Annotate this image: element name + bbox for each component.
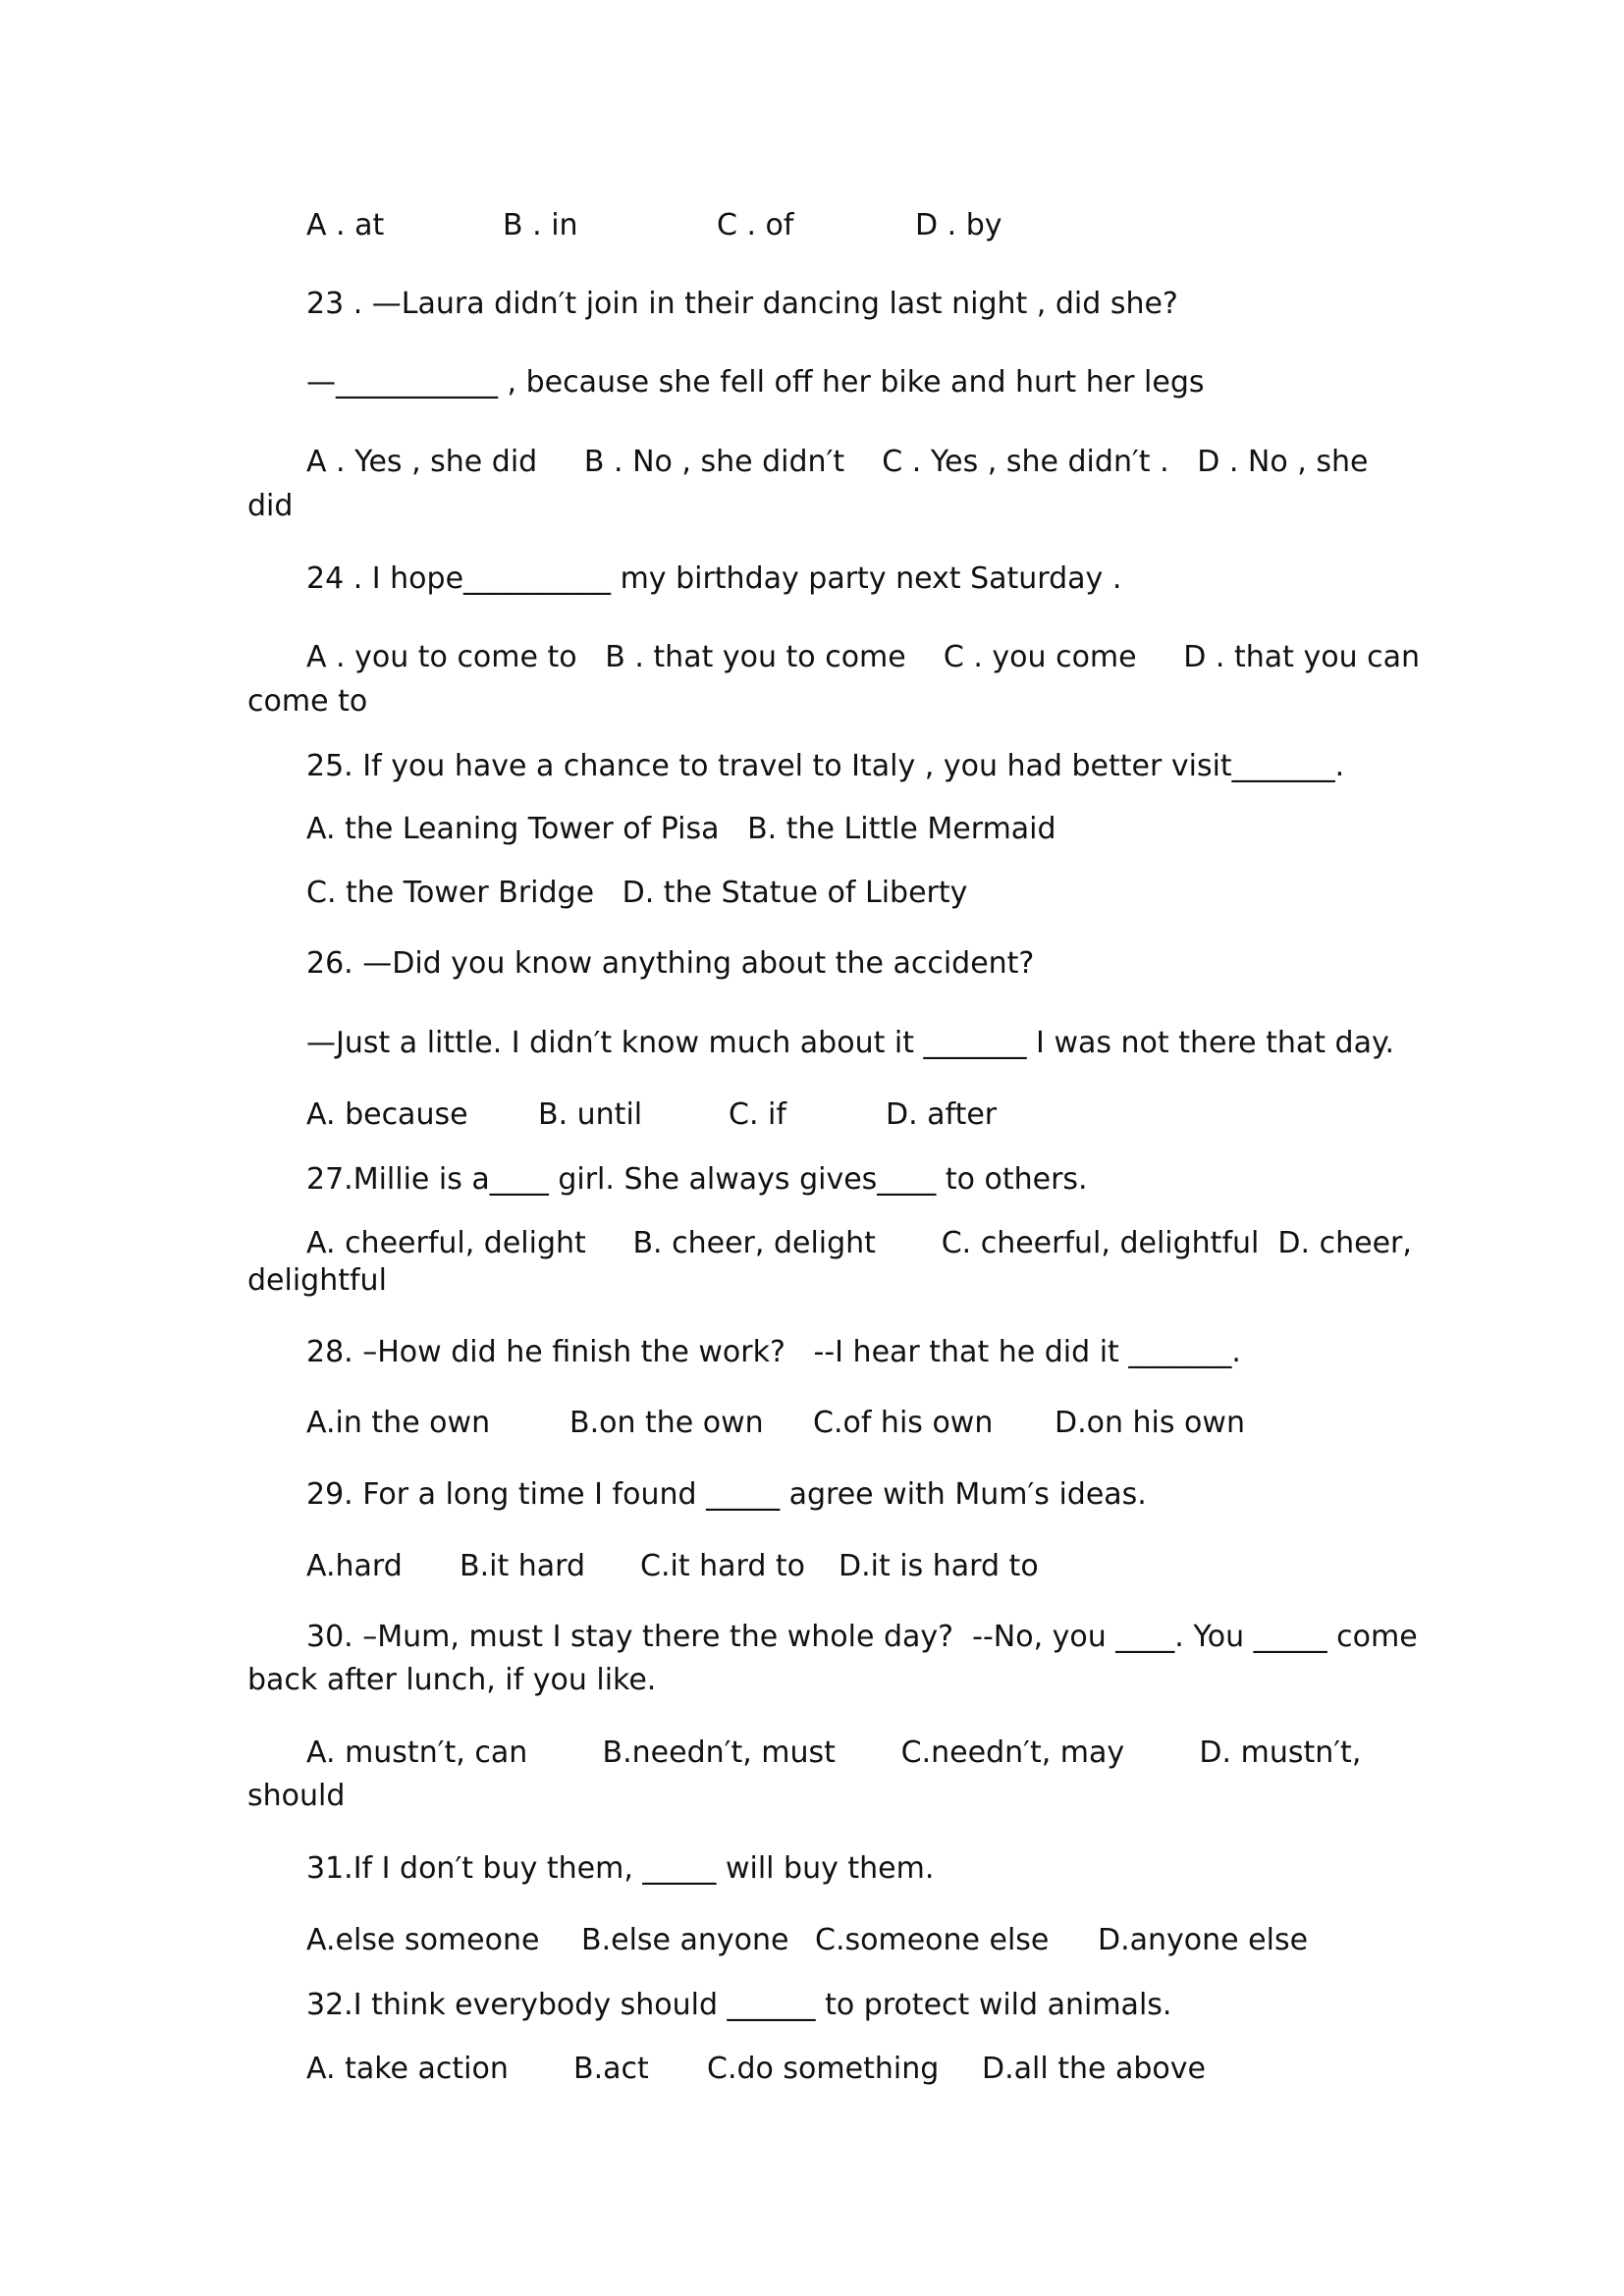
q28-stem: 28. –How did he finish the work? --I hear that he did it _______. [306,1335,1241,1369]
q27-options-line2: delightful [247,1263,387,1298]
q31-stem: 31.If I don′t buy them, _____ will buy them. [306,1851,935,1886]
q32-option-d: D.all the above [982,2052,1206,2086]
q32-option-a: A. take action [306,2052,509,2086]
q27-stem: 27.Millie is a____ girl. She always gives____ to others. [306,1162,1088,1197]
q29-option-c: C.it hard to [640,1549,806,1583]
q26-stem: 26. —Did you know anything about the accident? [306,946,1035,981]
q23-options-line1: A . Yes , she did B . No , she didn′t C . Yes , she didn′t . D . No , she [306,445,1369,479]
q26-reply: —Just a little. I didn′t know much about it _______ I was not there that day. [306,1026,1394,1060]
q25-stem: 25. If you have a chance to travel to Italy , you had better visit_______. [306,749,1345,783]
q28-option-d: D.on his own [1055,1406,1245,1440]
q32-option-c: C.do something [707,2052,940,2086]
q24-options-line2: come to [247,684,368,719]
q32-stem: 32.I think everybody should ______ to protect wild animals. [306,1988,1172,2022]
q26-option-b: B. until [538,1097,643,1132]
q29-option-b: B.it hard [460,1549,585,1583]
q30-stem-line1: 30. –Mum, must I stay there the whole day? --No, you ____. You _____ come [306,1620,1418,1654]
q22-option-c: C . of [717,208,794,242]
q26-option-d: D. after [886,1097,998,1132]
q32-option-b: B.act [573,2052,649,2086]
q22-option-a: A . at [306,208,385,242]
q23-reply: —___________ , because she fell off her bike and hurt her legs [306,365,1205,400]
q29-option-d: D.it is hard to [839,1549,1039,1583]
q24-options-line1: A . you to come to B . that you to come C . you come D . that you can [306,640,1421,674]
q24-stem: 24 . I hope__________ my birthday party next Saturday . [306,561,1122,596]
q26-option-c: C. if [729,1097,786,1132]
q31-option-a: A.else someone [306,1923,540,1957]
q29-option-a: A.hard [306,1549,403,1583]
q23-options-line2: did [247,489,294,523]
q22-option-d: D . by [915,208,1002,242]
q26-option-a: A. because [306,1097,468,1132]
q23-stem: 23 . —Laura didn′t join in their dancing last night , did she? [306,287,1178,321]
q30-stem-line2: back after lunch, if you like. [247,1663,657,1697]
q25-options-line1: A. the Leaning Tower of Pisa B. the Little Mermaid [306,812,1056,846]
q27-options-line1: A. cheerful, delight B. cheer, delight C. cheerful, delightful D. cheer, [306,1226,1412,1260]
q25-options-line2: C. the Tower Bridge D. the Statue of Liberty [306,876,968,910]
q31-option-d: D.anyone else [1098,1923,1309,1957]
q22-option-b: B . in [503,208,578,242]
q28-option-b: B.on the own [569,1406,764,1440]
q28-option-c: C.of his own [813,1406,994,1440]
q31-option-c: C.someone else [815,1923,1050,1957]
q29-stem: 29. For a long time I found _____ agree with Mum′s ideas. [306,1477,1147,1512]
q30-options-line2: should [247,1779,346,1813]
q30-options-line1: A. mustn′t, can B.needn′t, must C.needn′t, may D. mustn′t, [306,1735,1362,1770]
q31-option-b: B.else anyone [581,1923,789,1957]
q28-option-a: A.in the own [306,1406,491,1440]
